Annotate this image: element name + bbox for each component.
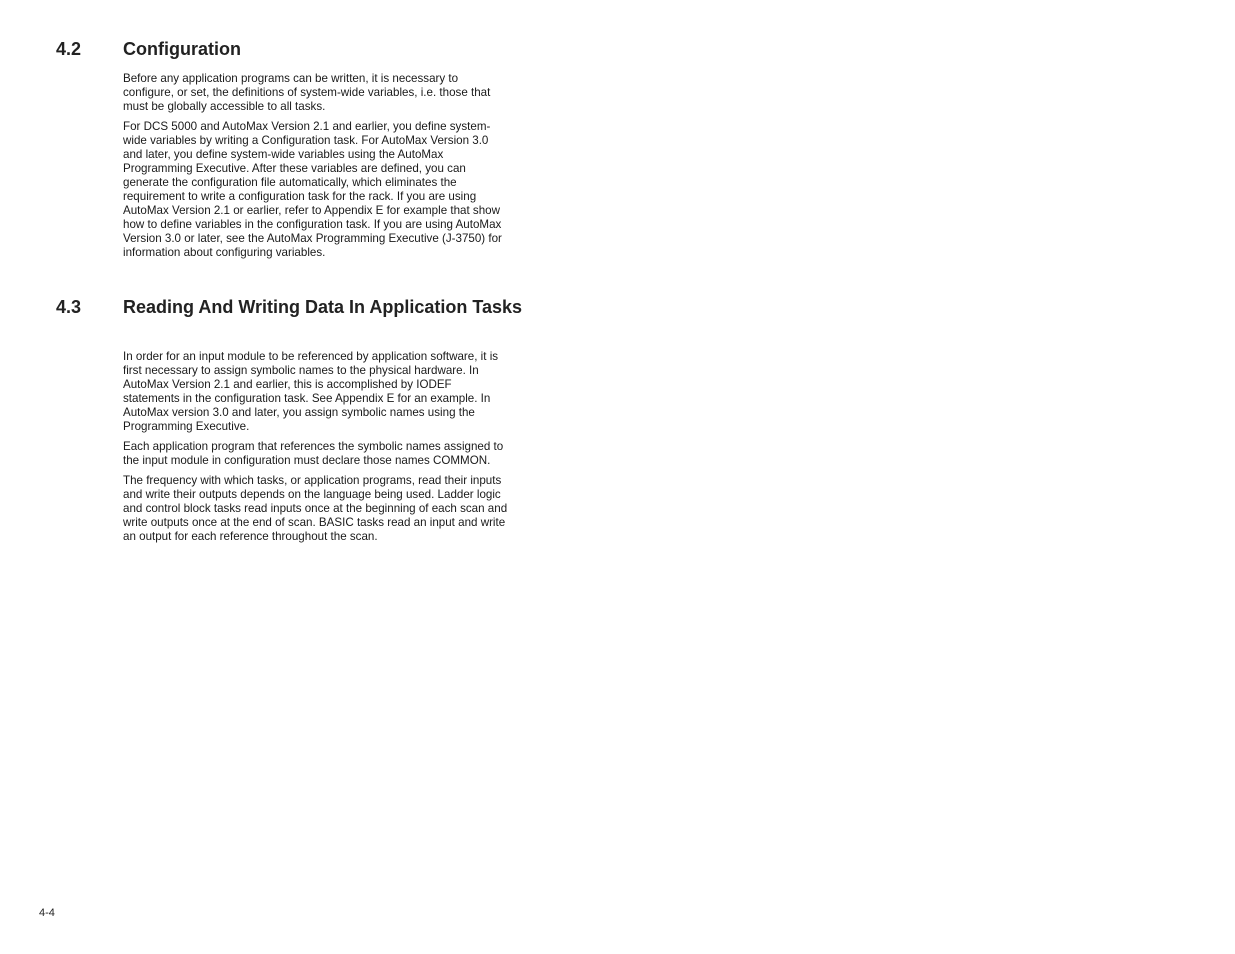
section-heading: Configuration xyxy=(123,39,241,59)
section-body xyxy=(123,350,509,550)
paragraph: For DCS 5000 and AutoMax Version 2.1 and earlier, you define system-wide variables by writing a Configuration task. For AutoMax Version 3.0 and later, you define system-wide variables using the AutoMax Programming Executive. After these variables are defined, you can generate the configuration file automatically, which eliminates the requirement to write a configuration task for the rack. If you are using AutoMax Version 2.1 or earlier, refer to Appendix E for example that show how to define variables in the configuration task. If you are using AutoMax Version 3.0 or later, see the AutoMax Programming Executive (J-3750) for information about configuring variables. xyxy=(123,120,502,259)
section-body xyxy=(123,72,509,266)
paragraph: Each application program that references the symbolic names assigned to the input module in configuration must declare those names COMMON. xyxy=(123,440,504,467)
paragraph: The frequency with which tasks, or application programs, read their inputs and write their outputs depends on the language being used. Ladder logic and control block tasks read inputs once at the beginning of each scan and write outputs once at the end of scan. BASIC tasks read an input and write an output for each reference throughout the scan. xyxy=(123,474,508,543)
section-number: 4.3 xyxy=(56,297,82,317)
page-number: 4-4 xyxy=(39,907,55,919)
paragraph: Before any application programs can be written, it is necessary to configure, or set, the definitions of system-wide variables, i.e. those that must be globally accessible to all tasks. xyxy=(123,72,491,113)
section-number: 4.2 xyxy=(56,39,82,59)
section-heading: Reading And Writing Data In Application Tasks xyxy=(123,297,523,317)
paragraph: In order for an input module to be referenced by application software, it is first necessary to assign symbolic names to the physical hardware. In AutoMax Version 2.1 and earlier, this is accomplished by IODEF statements in the configuration task. See Appendix E for an example. In AutoMax version 3.0 and later, you assign symbolic names using the Programming Executive. xyxy=(123,350,499,433)
